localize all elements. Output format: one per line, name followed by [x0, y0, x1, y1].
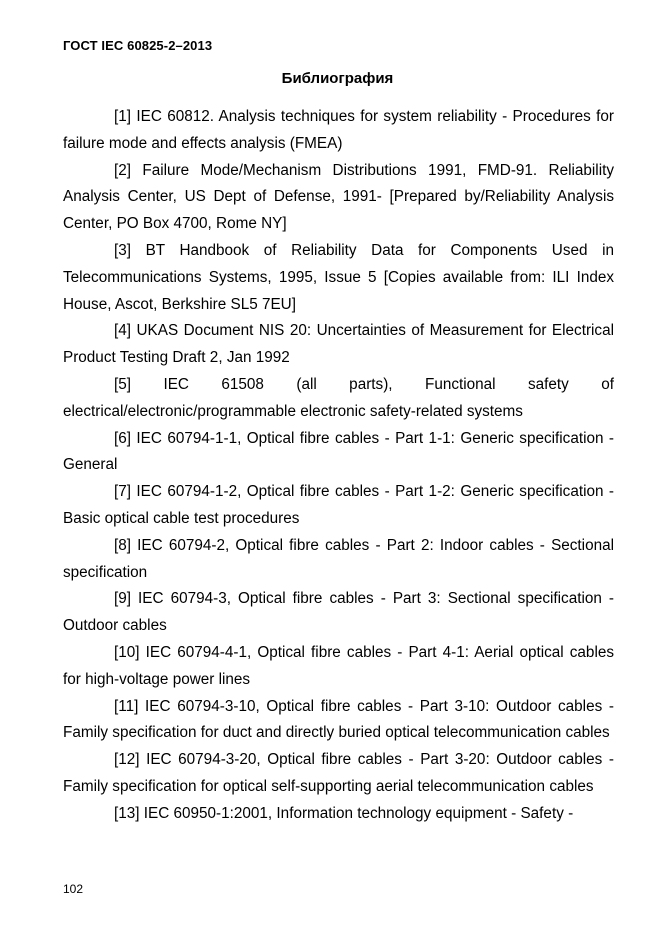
bibliography-entry-7: [7] IEC 60794-1-2, Optical fibre cables - Part 1-2: Generic specification - Basic optical cable test procedures: [63, 483, 614, 527]
document-header: ГОСТ IEC 60825-2–2013: [63, 38, 213, 53]
bibliography-entry-4: [4] UKAS Document NIS 20: Uncertainties of Measurement for Electrical Product Testing Draft 2, Jan 1992: [63, 322, 614, 367]
bibliography-list: [63, 104, 614, 828]
page-title: Библиография: [281, 70, 394, 87]
bibliography-entry-10: [10] IEC 60794-4-1, Optical fibre cables - Part 4-1: Aerial optical cables for high-voltage power lines: [63, 643, 614, 688]
bibliography-entry-6: [6] IEC 60794-1-1, Optical fibre cables - Part 1-1: Generic specification - General: [63, 429, 614, 474]
bibliography-entry-11: [11] IEC 60794-3-10, Optical fibre cables - Part 3-10: Outdoor cables - Family specification for duct and directly buried optical telecommunication cables: [63, 697, 614, 742]
bibliography-entry-9: [9] IEC 60794-3, Optical fibre cables - Part 3: Sectional specification - Outdoor cables: [63, 590, 614, 635]
bibliography-entry-12: [12] IEC 60794-3-20, Optical fibre cables - Part 3-20: Outdoor cables - Family specification for optical self-supporting aerial telecommunication cables: [63, 751, 614, 795]
page-number: 102: [63, 882, 84, 896]
bibliography-entry-13: [13] IEC 60950-1:2001, Information technology equipment - Safety -: [114, 804, 574, 822]
bibliography-entry-5: [5] IEC 61508 (all parts), Functional safety of electrical/electronic/programmable electronic safety-related systems: [63, 375, 614, 420]
bibliography-entry-1: [1] IEC 60812. Analysis techniques for system reliability - Procedures for failure mode and effects analysis (FMEA): [63, 108, 614, 152]
bibliography-entry-2: [2] Failure Mode/Mechanism Distributions 1991, FMD-91. Reliability Analysis Center, US Dept of Defense, 1991- [Prepared by/Reliability Analysis Center, PO Box 4700, Rome NY]: [63, 161, 614, 233]
bibliography-entry-3: [3] BT Handbook of Reliability Data for Components Used in Telecommunications Systems, 1995, Issue 5 [Copies available from: ILI Index House, Ascot, Berkshire SL5 7EU]: [63, 241, 614, 313]
bibliography-entry-8: [8] IEC 60794-2, Optical fibre cables - Part 2: Indoor cables - Sectional specification: [63, 536, 614, 581]
